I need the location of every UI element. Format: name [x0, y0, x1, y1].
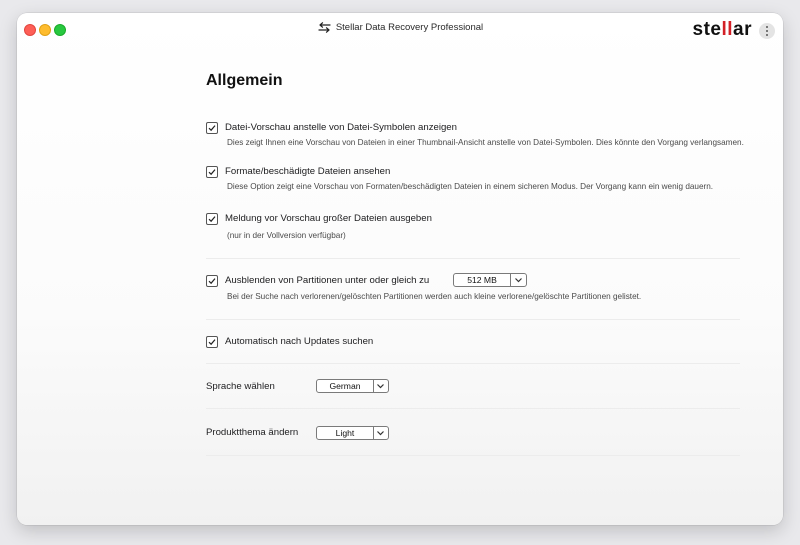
- more-dot: [766, 34, 768, 36]
- separator: [206, 408, 740, 409]
- checkmark-icon: [208, 168, 216, 176]
- dropdown-divider: [373, 427, 374, 439]
- large-files-label: Meldung vor Vorschau großer Dateien ausgeben: [225, 213, 432, 224]
- theme-value: Light: [335, 428, 355, 438]
- checkmark-icon: [208, 277, 216, 285]
- checkmark-icon: [208, 338, 216, 346]
- separator: [206, 455, 740, 456]
- separator: [206, 258, 740, 259]
- stellar-logo: [693, 19, 753, 41]
- auto-update-label: Automatisch nach Updates suchen: [225, 336, 374, 347]
- language-dropdown[interactable]: [316, 379, 389, 393]
- logo-text-start: ste: [692, 19, 722, 40]
- logo-text-end: ar: [733, 19, 752, 40]
- chevron-down-icon: [514, 276, 523, 284]
- language-value: German: [329, 381, 361, 391]
- corrupt-files-description: Diese Option zeigt eine Vorschau von Formaten/beschädigten Dateien in einem sicheren Modus. Der Vorgang kann ein wenig dauern.: [227, 182, 714, 191]
- partition-size-dropdown[interactable]: [453, 273, 527, 287]
- more-vertical-icon: [766, 26, 768, 28]
- more-menu-button[interactable]: [759, 23, 775, 39]
- hide-partitions-description: Bei der Suche nach verlorenen/gelöschten Partitionen werden auch kleine verlorene/gelöschte Partitionen gelistet.: [227, 292, 642, 301]
- large-files-checkbox[interactable]: [206, 213, 218, 225]
- large-files-description: (nur in der Vollversion verfügbar): [227, 231, 346, 240]
- language-label: Sprache wählen: [206, 381, 275, 392]
- logo-mark: ll: [721, 19, 734, 40]
- more-dot: [766, 30, 768, 32]
- window-title-group: [17, 22, 783, 36]
- corrupt-files-checkbox[interactable]: [206, 166, 218, 178]
- app-window: [17, 13, 783, 525]
- theme-dropdown[interactable]: [316, 426, 389, 440]
- hide-partitions-checkbox[interactable]: [206, 275, 218, 287]
- partition-size-value: 512 MB: [467, 275, 497, 285]
- window-title: Stellar Data Recovery Professional: [335, 22, 484, 33]
- auto-update-checkbox[interactable]: [206, 336, 218, 348]
- separator: [206, 363, 740, 364]
- title-bar: [17, 13, 783, 47]
- preview-label: Datei-Vorschau anstelle von Datei-Symbolen anzeigen: [225, 122, 457, 133]
- preview-checkbox[interactable]: [206, 122, 218, 134]
- preview-description: Dies zeigt Ihnen eine Vorschau von Dateien in einer Thumbnail-Ansicht anstelle von Datei-Symbolen. Dies könnte den Vorgang verlangsamen.: [227, 138, 744, 147]
- dropdown-divider: [510, 274, 511, 286]
- dropdown-divider: [373, 380, 374, 392]
- theme-label: Produktthema ändern: [206, 427, 299, 438]
- checkmark-icon: [208, 124, 216, 132]
- chevron-down-icon: [376, 382, 385, 390]
- chevron-down-icon: [376, 429, 385, 437]
- hide-partitions-label: Ausblenden von Partitionen unter oder gleich zu: [225, 275, 430, 286]
- corrupt-files-label: Formate/beschädigte Dateien ansehen: [225, 166, 391, 177]
- back-arrow-icon[interactable]: [317, 22, 332, 36]
- separator: [206, 319, 740, 320]
- page-title: Allgemein: [206, 72, 283, 89]
- checkmark-icon: [208, 215, 216, 223]
